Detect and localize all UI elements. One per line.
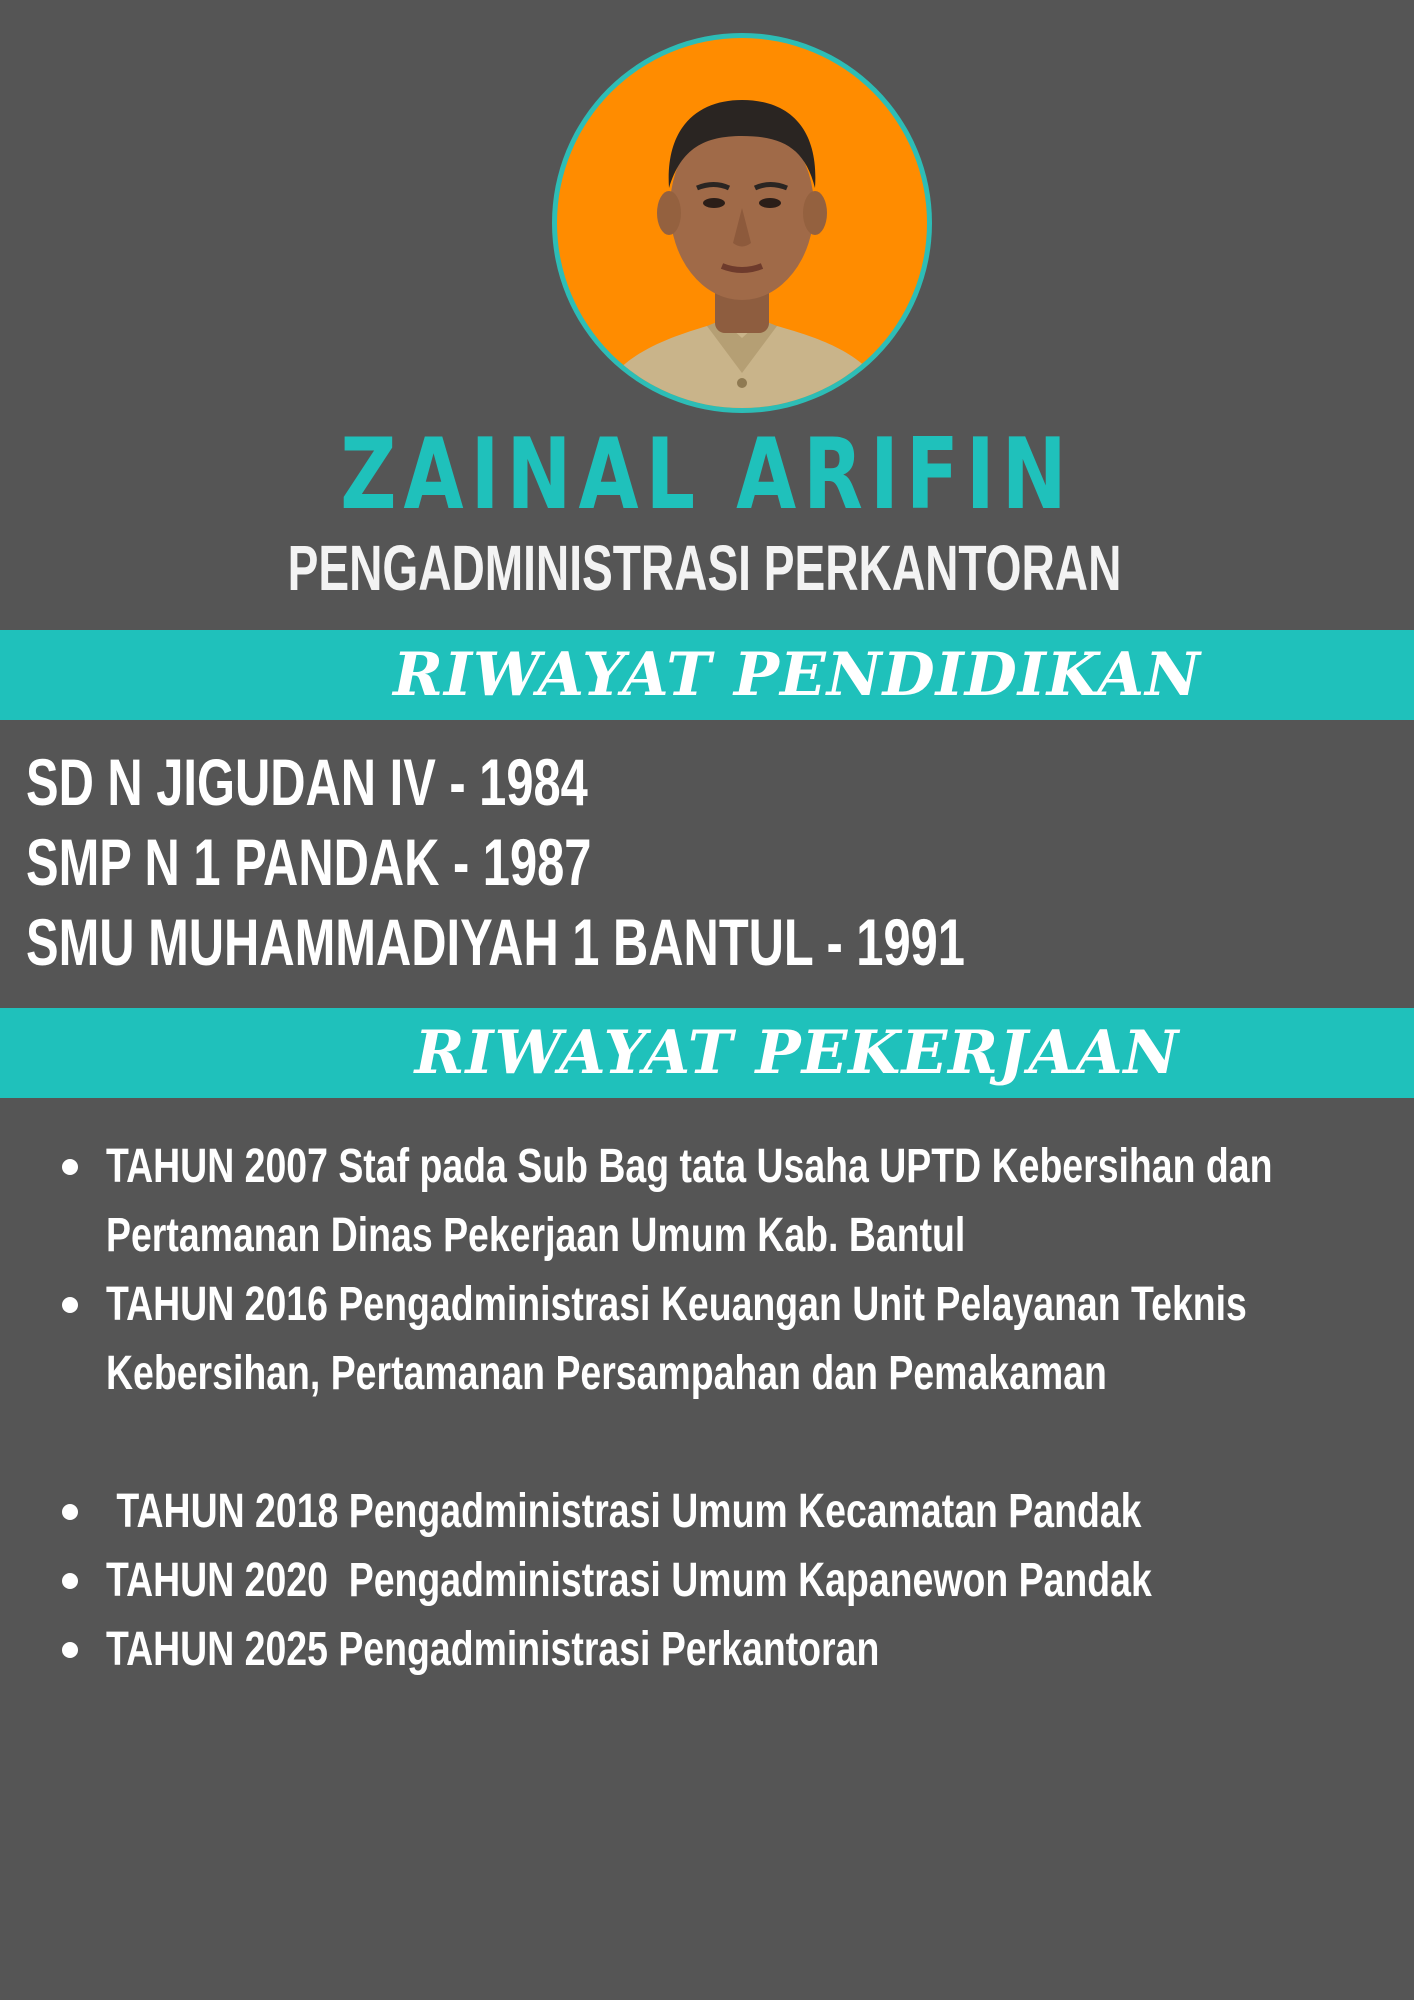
bullet-icon — [62, 1159, 78, 1175]
bullet-icon — [62, 1573, 78, 1589]
job-title: PENGADMINISTRASI PERKANTORAN — [287, 532, 1122, 604]
work-item — [48, 1615, 1348, 1684]
bullet-icon — [62, 1504, 78, 1520]
work-item — [48, 1270, 1348, 1477]
work-item-text: TAHUN 2007 Staf pada Sub Bag tata Usaha UPTD Kebersihan dan Pertamanan Dinas Pekerjaan Umum Kab. Bantul — [106, 1140, 1273, 1262]
work-item-text: TAHUN 2025 Pengadministrasi Perkantoran — [106, 1623, 880, 1676]
bullet-icon — [62, 1642, 78, 1658]
education-section-header — [0, 630, 1414, 720]
bullet-icon — [62, 1297, 78, 1313]
work-item-text: TAHUN 2018 Pengadministrasi Umum Kecamatan Pandak — [106, 1485, 1142, 1538]
education-item: SD N JIGUDAN IV - 1984 — [26, 745, 588, 819]
education-list — [26, 742, 965, 982]
work-item-text: TAHUN 2020 Pengadministrasi Umum Kapanewon Pandak — [106, 1554, 1152, 1607]
person-portrait-icon — [557, 38, 927, 408]
work-item-text: TAHUN 2016 Pengadministrasi Keuangan Unit Pelayanan Teknis Kebersihan, Pertamanan Persampahan dan Pemakaman — [106, 1278, 1247, 1400]
work-section-header — [0, 1008, 1414, 1098]
work-list — [48, 1132, 1348, 1684]
education-item: SMP N 1 PANDAK - 1987 — [26, 825, 592, 899]
work-item — [48, 1546, 1348, 1615]
education-item: SMU MUHAMMADIYAH 1 BANTUL - 1991 — [26, 905, 965, 979]
education-heading: RIWAYAT PENDIDIKAN — [393, 640, 1201, 710]
work-heading: RIWAYAT PEKERJAAN — [414, 1018, 1180, 1088]
person-name: ZAINAL ARIFIN — [340, 418, 1074, 532]
profile-photo — [557, 38, 927, 408]
profile-photo-frame — [552, 33, 932, 413]
work-item — [48, 1132, 1348, 1270]
work-item — [48, 1477, 1348, 1546]
